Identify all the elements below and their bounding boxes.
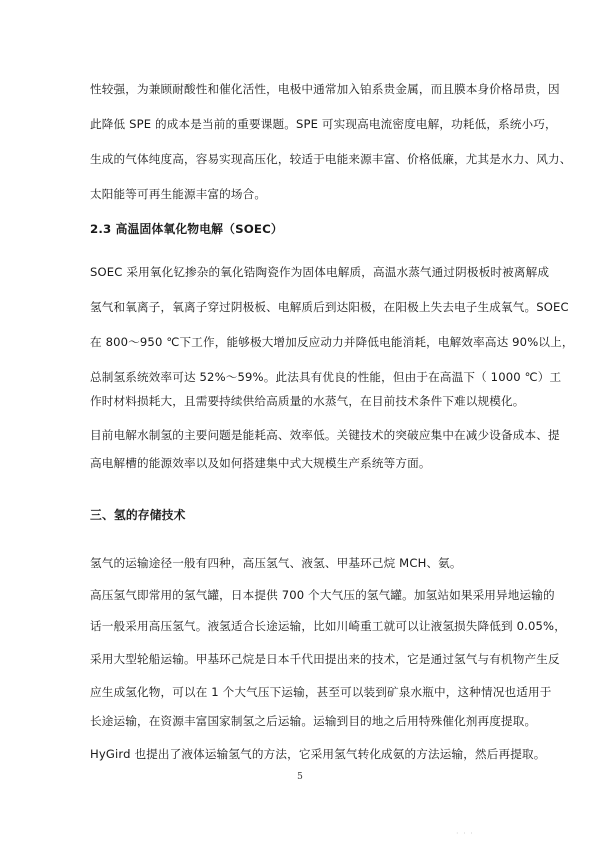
paragraph-line: SOEC 采用氧化钇掺杂的氧化锆陶瓷作为固体电解质，高温水蒸气通过阴极板时被离解成 [90,265,550,279]
paragraph-line: 高电解槽的能源效率以及如何搭建集中式大规模生产系统等方面。 [90,456,431,470]
paragraph-line: 在 800～950 ℃下工作，能够极大增加反应动力并降低电能消耗，电解效率高达 90%以上， [90,335,574,349]
paragraph-line: 性较强，为兼顾耐酸性和催化活性，电极中通常加入铂系贵金属，而且膜本身价格昂贵，因 [90,82,560,96]
paragraph-line: 作时材料损耗大，且需要持续供给高质量的水蒸气，在目前技术条件下难以规模化。 [90,394,525,408]
paragraph-line: 总制氢系统效率可达 52%～59%。此法具有优良的性能，但由于在高温下（ 1000 ℃）工 [90,370,562,384]
paragraph-line: 采用大型轮船运输。甲基环己烷是日本千代田提出来的技术，它是通过氢气与有机物产生反 [90,652,560,666]
paragraph-line: 高压氢气即常用的氢气罐，日本提供 700 个大气压的氢气罐。加氢站如果采用异地运输的 [90,588,555,602]
section-heading-soec: 2.3 高温固体氧化物电解（SOEC） [90,222,283,236]
section-heading-storage: 三、氢的存储技术 [90,508,186,522]
watermark: · · · [456,829,474,838]
paragraph-line: HyGird 也提出了液体运输氢气的方法，它采用氢气转化成氨的方法运输，然后再提取。 [90,747,546,761]
page-number: 5 [297,772,303,782]
paragraph-line: 长途运输，在资源丰富国家制氢之后运输。运输到目的地之后用特殊催化剂再度提取。 [90,714,537,728]
paragraph-line: 氢气的运输途径一般有四种，高压氢气、液氢、甲基环己烷 MCH、氨。 [90,556,462,570]
paragraph-line: 应生成氢化物，可以在 1 个大气压下运输，甚至可以装到矿泉水瓶中，这种情况也适用于 [90,685,552,699]
paragraph-line: 生成的气体纯度高，容易实现高压化，较适于电能来源丰富、价格低廉，尤其是水力、风力、 [90,152,572,166]
paragraph-line: 目前电解水制氢的主要问题是能耗高、效率低。关键技术的突破应集中在减少设备成本、提 [90,428,560,442]
paragraph-line: 此降低 SPE 的成本是当前的重要课题。SPE 可实现高电流密度电解，功耗低，系统小巧， [90,117,557,131]
paragraph-line: 氢气和氧离子，氧离子穿过阴极板、电解质后到达阳极，在阳极上失去电子生成氧气。SOEC [90,300,569,314]
paragraph-line: 太阳能等可再生能源丰富的场合。 [90,187,267,201]
paragraph-line: 话一般采用高压氢气。液氢适合长途运输，比如川崎重工就可以让液氢损失降低到 0.05%， [90,619,566,633]
